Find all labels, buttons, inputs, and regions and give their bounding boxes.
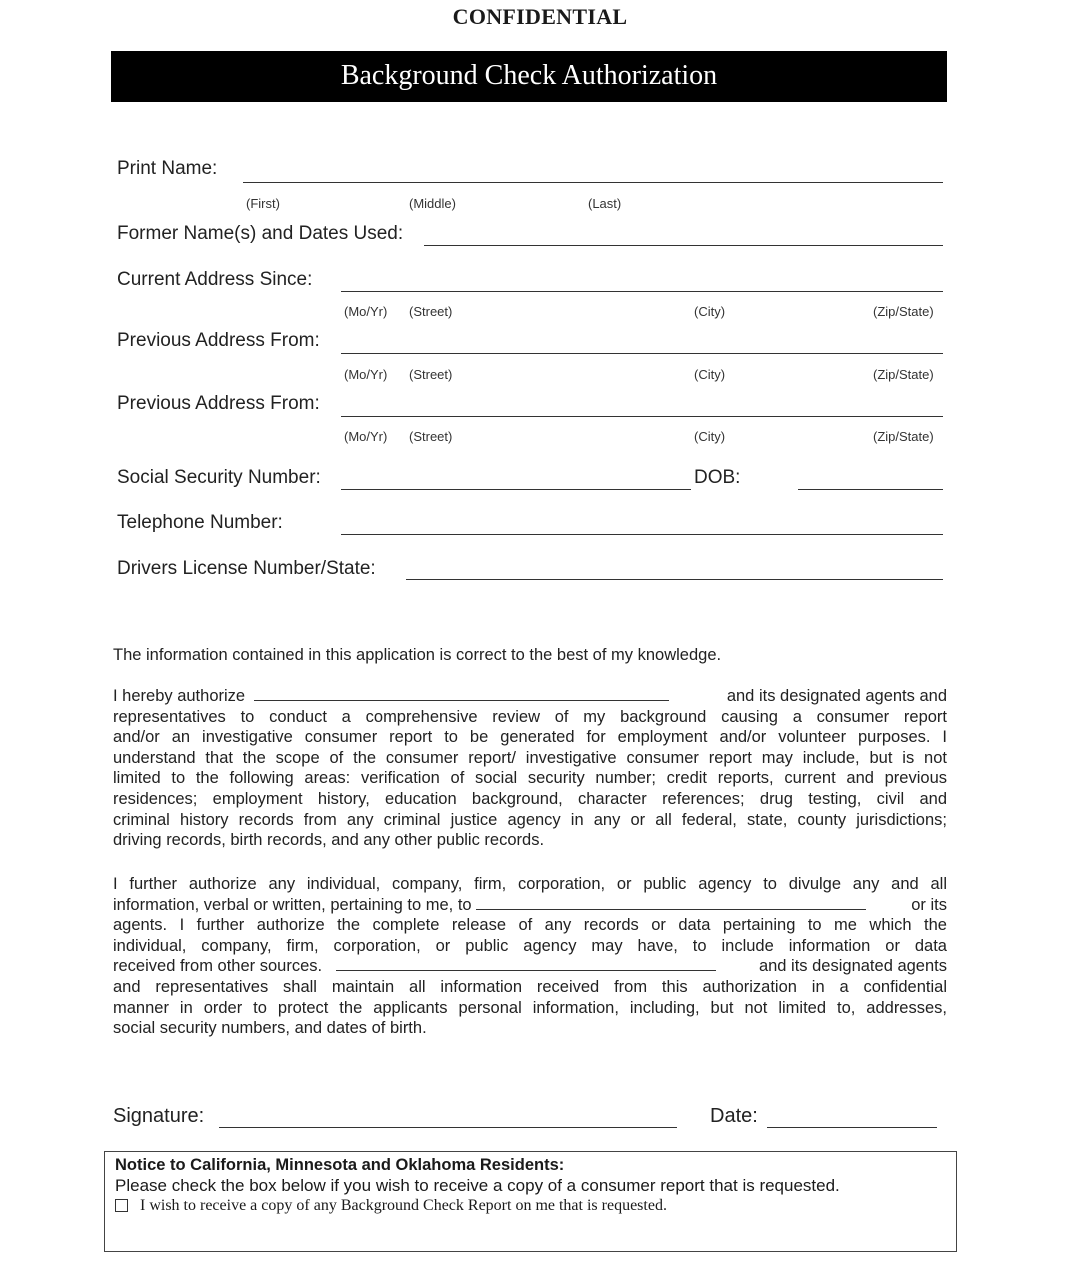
paragraph-line: and representatives shall maintain all information received from this authorization in a confidential <box>113 977 947 996</box>
moyr-sublabel: (Mo/Yr) <box>344 367 388 382</box>
signature-label: Signature: <box>113 1105 205 1127</box>
current-address-label: Current Address Since: <box>117 269 313 290</box>
paragraph-text: or its <box>911 895 947 914</box>
print-name-label: Print Name: <box>117 158 218 179</box>
former-names-field[interactable] <box>424 245 943 246</box>
copy-request-label: I wish to receive a copy of any Background Check Report on me that is requested. <box>140 1197 667 1214</box>
authorization-paragraph <box>113 686 947 851</box>
paragraph-text: information, verbal or written, pertaining to me, to <box>113 895 472 914</box>
paragraph-line: limited to the following areas: verification of social security number; credit reports, current and previous <box>113 769 947 788</box>
paragraph-line: understand that the scope of the consumer report/ investigative consumer report may include, but is not <box>113 748 947 767</box>
paragraph-line: driving records, birth records, and any other public records. <box>113 831 545 850</box>
ssn-field[interactable] <box>341 489 691 490</box>
agents-text: and its designated agents and <box>726 687 947 705</box>
paragraph-line: representatives to conduct a comprehensive review of my background causing a consumer report <box>113 707 947 726</box>
previous-address-1-label: Previous Address From: <box>117 330 320 351</box>
notice-box <box>104 1151 957 1252</box>
print-name-field[interactable] <box>243 182 943 183</box>
authorized-company-field[interactable] <box>254 686 669 701</box>
city-sublabel: (City) <box>694 367 726 382</box>
copy-request-checkbox[interactable] <box>115 1199 128 1212</box>
paragraph-text: received from other sources. <box>113 957 323 976</box>
zip-state-sublabel: (Zip/State) <box>873 304 934 319</box>
paragraph-line: criminal history records from any criminal justice agency in any or all federal, state, county jurisdictions; <box>113 810 947 829</box>
middle-sublabel: (Middle) <box>409 196 456 211</box>
paragraph-line: manner in order to protect the applicants personal information, including, but not limited to, addresses, <box>113 998 947 1017</box>
moyr-sublabel: (Mo/Yr) <box>344 429 388 444</box>
previous-address-2-field[interactable] <box>341 416 943 417</box>
dob-label: DOB: <box>694 467 741 488</box>
confidential-heading: CONFIDENTIAL <box>452 4 628 29</box>
current-address-field[interactable] <box>341 291 943 292</box>
previous-address-1-field[interactable] <box>341 353 943 354</box>
copy-request-option[interactable] <box>115 1197 667 1215</box>
dob-field[interactable] <box>798 489 943 490</box>
paragraph-line: and/or an investigative consumer report to be generated for employment and/or volunteer purposes. I <box>113 728 947 747</box>
paragraph-line <box>113 686 947 707</box>
city-sublabel: (City) <box>694 429 726 444</box>
signature-field[interactable] <box>219 1127 677 1128</box>
paragraph-line: social security numbers, and dates of birth. <box>113 1019 427 1038</box>
street-sublabel: (Street) <box>409 367 453 382</box>
drivers-license-label: Drivers License Number/State: <box>117 558 376 579</box>
date-field[interactable] <box>767 1127 937 1128</box>
paragraph-text: and its designated agents <box>758 957 947 976</box>
release-paragraph <box>113 874 947 1039</box>
paragraph-line: individual, company, firm, corporation, or public agency may have, to include information or data <box>113 936 947 955</box>
paragraph-line <box>113 895 947 916</box>
street-sublabel: (Street) <box>409 304 453 319</box>
notice-title: Notice to California, Minnesota and Oklahoma Residents: <box>115 1156 565 1174</box>
notice-text: Please check the box below if you wish to receive a copy of a consumer report that is requested. <box>115 1176 840 1195</box>
previous-address-2-label: Previous Address From: <box>117 393 320 414</box>
title-banner <box>111 51 947 102</box>
form-title: Background Check Authorization <box>340 60 718 91</box>
paragraph-line: I further authorize any individual, company, firm, corporation, or public agency to divulge any and all <box>113 875 947 893</box>
telephone-label: Telephone Number: <box>117 512 283 533</box>
date-label: Date: <box>710 1105 758 1127</box>
city-sublabel: (City) <box>694 304 726 319</box>
telephone-field[interactable] <box>341 534 943 535</box>
authorize-text: I hereby authorize <box>113 687 246 705</box>
first-sublabel: (First) <box>246 196 280 211</box>
paragraph-line: residences; employment history, education background, character references; drug testing, civil and <box>113 789 947 808</box>
street-sublabel: (Street) <box>409 429 453 444</box>
paragraph-line <box>113 956 947 977</box>
zip-state-sublabel: (Zip/State) <box>873 367 934 382</box>
drivers-license-field[interactable] <box>406 579 943 580</box>
moyr-sublabel: (Mo/Yr) <box>344 304 388 319</box>
agency-field[interactable] <box>336 956 716 971</box>
last-sublabel: (Last) <box>588 196 622 211</box>
zip-state-sublabel: (Zip/State) <box>873 429 934 444</box>
ssn-label: Social Security Number: <box>117 467 321 488</box>
former-names-label: Former Name(s) and Dates Used: <box>117 223 404 244</box>
accuracy-statement: The information contained in this application is correct to the best of my knowledge. <box>113 646 722 664</box>
release-recipient-field[interactable] <box>476 895 866 910</box>
paragraph-line: agents. I further authorize the complete release of any records or data pertaining to me which the <box>113 916 947 935</box>
